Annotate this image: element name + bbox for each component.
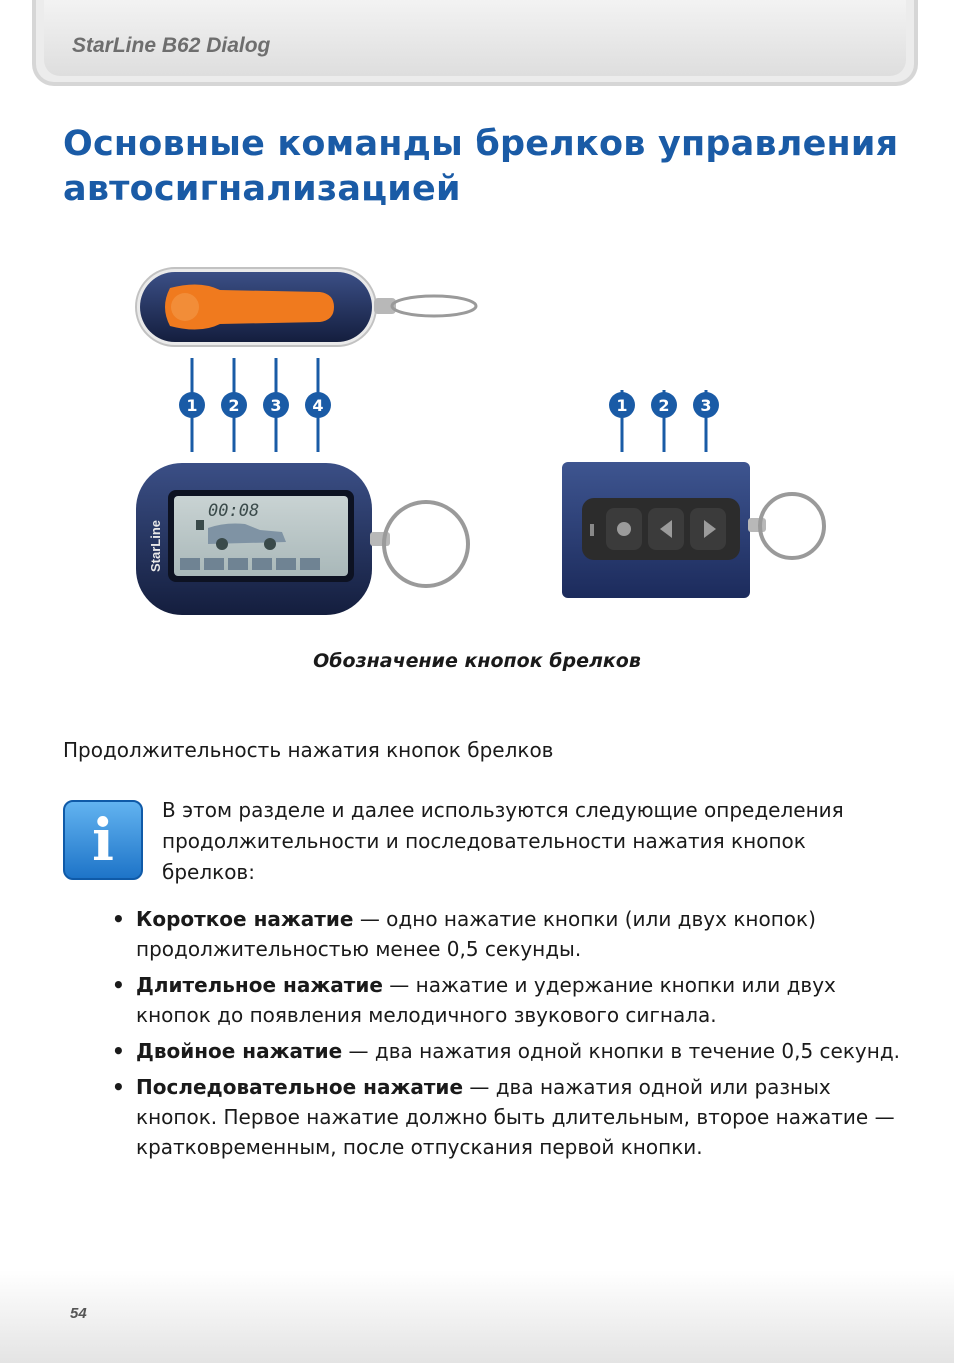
list-item [112, 1036, 902, 1066]
list-item [112, 904, 902, 964]
info-letter: i [91, 806, 115, 874]
key-ring-lcd [384, 502, 468, 586]
fob-top-view [136, 268, 476, 346]
list-item-text: — два нажатия одной кнопки в течение 0,5 секунд. [342, 1039, 901, 1063]
right-callouts [609, 390, 719, 452]
keyfob-figure [110, 250, 850, 630]
list-item-text: — нажатие и удержание кнопки или двух кнопок до появления мелодичного звукового сигнала. [136, 973, 836, 1027]
brand-logo: StarLine [148, 519, 163, 572]
list-item [112, 1072, 902, 1162]
key-ring-top [392, 296, 476, 316]
section-subheading: Продолжительность нажатия кнопок брелков [63, 738, 554, 762]
footer-band [0, 1270, 954, 1363]
circle-button-icon [617, 522, 631, 536]
callout-number: 3 [270, 396, 282, 415]
list-item-term: Длительное нажатие [136, 973, 383, 997]
info-icon [63, 800, 143, 880]
lcd-time: 00:08 [208, 501, 260, 521]
list-item-term: Короткое нажатие [136, 907, 354, 931]
key-ring-compact [760, 494, 824, 558]
lock-icon [196, 520, 204, 530]
fob-lcd-front-view [136, 463, 468, 615]
callout-number: 2 [658, 396, 670, 415]
callout-number: 1 [186, 396, 198, 415]
figure-caption: Обозначение кнопок брелков [313, 650, 641, 672]
page-number: 54 [70, 1305, 87, 1322]
callout-number: 1 [616, 396, 628, 415]
left-callouts [179, 358, 331, 452]
info-text: В этом разделе и далее используются следующие определения продолжительности и последовательности нажатия кнопок брелков: [162, 798, 844, 884]
callout-number: 2 [228, 396, 240, 415]
list-item-term: Последовательное нажатие [136, 1075, 464, 1099]
page-title: Основные команды брелков управления автосигнализацией [63, 124, 899, 209]
list-item-term: Двойное нажатие [136, 1039, 343, 1063]
callout-number: 4 [312, 396, 324, 415]
header-frame [32, 0, 918, 86]
list-item [112, 970, 902, 1030]
header-title: StarLine B62 Dialog [72, 34, 271, 57]
press-types-list [112, 904, 902, 1168]
fob-compact-view [562, 462, 824, 598]
callout-number: 3 [700, 396, 712, 415]
list-item-text: — одно нажатие кнопки (или двух кнопок) продолжительностью менее 0,5 секунды. [136, 907, 816, 961]
list-item-text: — два нажатия одной или разных кнопок. Первое нажатие должно быть длительным, второе нажатие — кратковременным, после отпускания первой кнопки. [136, 1075, 895, 1159]
